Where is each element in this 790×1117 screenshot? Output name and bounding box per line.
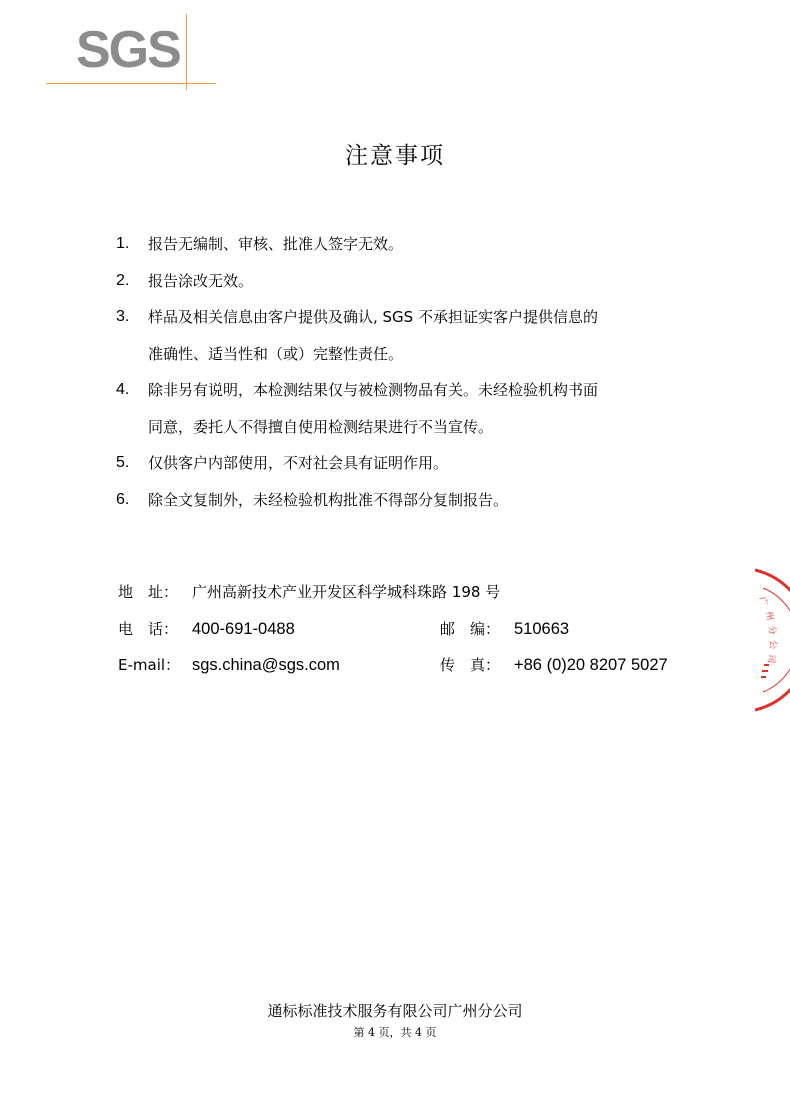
email-label: E-mail：: [118, 656, 181, 674]
phone-value: 400-691-0488: [192, 619, 295, 638]
address-row: [118, 574, 718, 611]
notice-line: 仅供客户内部使用，不对社会具有证明作用。: [148, 454, 449, 472]
notice-text: [148, 299, 716, 372]
page-title: 注意事项: [345, 143, 445, 169]
notice-list: [116, 226, 716, 518]
svg-text:公: 公: [767, 640, 777, 650]
notice-line: 报告涂改无效。: [148, 271, 254, 290]
postcode-label: 邮 编：: [440, 619, 501, 638]
notice-line: 报告无编制、审核、批准人签字无效。: [148, 235, 404, 253]
phone-row: [118, 611, 718, 648]
notice-item: [116, 226, 716, 263]
notice-line: 除非另有说明，本检测结果仅与被检测物品有关。未经检验机构书面: [148, 381, 599, 399]
postcode-value: 510663: [514, 619, 570, 638]
notice-item: [116, 372, 716, 445]
logo-text: SGS: [76, 21, 180, 79]
svg-text:司: 司: [765, 653, 776, 664]
logo-vertical-line: [186, 14, 187, 90]
svg-text:分: 分: [766, 625, 777, 636]
fax-value: +86 (0)20 8207 5027: [514, 656, 668, 674]
footer-company-name: 通标标准技术服务有限公司广州分公司: [267, 1002, 523, 1020]
company-seal: [750, 560, 790, 725]
notice-line: 同意，委托人不得擅自使用检测结果进行不当宣传。: [148, 417, 494, 436]
notice-line: 样品及相关信息由客户提供及确认, SGS 不承担证实客户提供信息的: [148, 308, 598, 326]
address-label: 地 址：: [118, 583, 179, 601]
notice-item: [116, 445, 716, 482]
page-number: 第 4 页，共 4 页: [353, 1026, 437, 1039]
notice-number: 3.: [116, 308, 130, 325]
notice-text: [148, 226, 716, 263]
notice-item: [116, 299, 716, 372]
notice-text: [148, 372, 716, 445]
fax-label: 传 真：: [440, 656, 501, 674]
notice-text: [148, 482, 716, 519]
phone-label: 电 话：: [118, 619, 179, 638]
notice-item: [116, 263, 716, 300]
svg-text:州: 州: [763, 610, 775, 622]
notice-number: 2.: [116, 271, 130, 289]
notice-line: 准确性、适当性和（或）完整性责任。: [148, 344, 404, 363]
address-value: 广州高新技术产业开发区科学城科珠路 198 号: [192, 583, 501, 601]
notice-text: [148, 445, 716, 482]
notice-item: [116, 482, 716, 519]
email-value: sgs.china@sgs.com: [192, 656, 340, 674]
notice-text: [148, 263, 716, 300]
notice-number: 1.: [116, 235, 130, 252]
svg-text:广: 广: [756, 595, 769, 608]
notice-number: 4.: [116, 381, 130, 398]
sgs-logo: [46, 14, 216, 90]
contact-info: [118, 574, 718, 684]
notice-number: 5.: [116, 454, 130, 471]
notice-line: 除全文复制外，未经检验机构批准不得部分复制报告。: [148, 490, 509, 509]
email-row: [118, 647, 718, 684]
logo-horizontal-line: [46, 83, 216, 84]
notice-number: 6.: [116, 490, 130, 508]
